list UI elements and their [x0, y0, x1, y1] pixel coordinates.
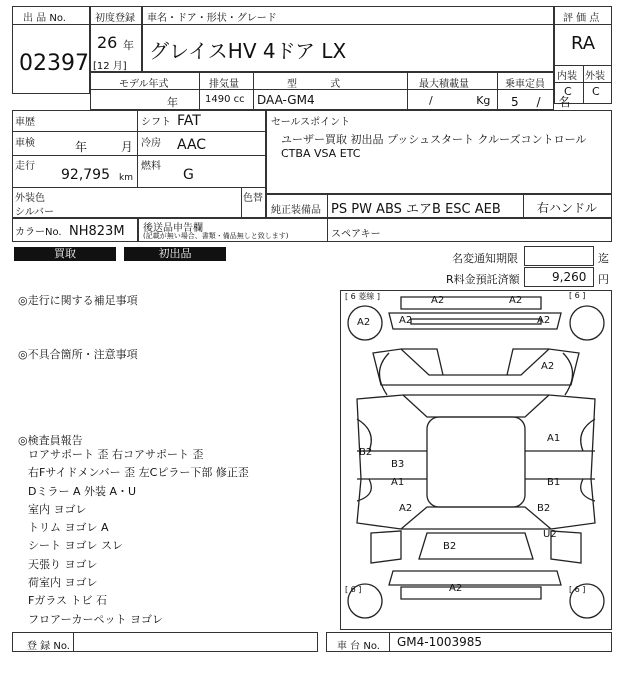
first-reg-month: [12 月] — [93, 61, 127, 72]
score-label: 評 価 点 — [563, 13, 600, 24]
fuel-label: 燃料 — [141, 161, 161, 172]
driving-heading: ◎走行に関する補足事項 — [18, 294, 138, 307]
first-registration-box — [90, 6, 142, 72]
name-change-box — [524, 246, 594, 266]
color-no-label: カラーNo. — [15, 227, 62, 238]
max-load-label: 最大積載量 — [419, 79, 469, 90]
type-label: 型 式 — [287, 79, 341, 90]
damage-mark: A2 — [509, 295, 523, 306]
equipment-box — [266, 194, 612, 218]
mileage-unit: km — [119, 173, 133, 183]
defects-heading: ◎不具合箇所・注意事項 — [18, 348, 138, 361]
damage-mark: A1 — [391, 477, 405, 488]
fuel-value: G — [183, 167, 194, 183]
chassis-value: GM4-1003985 — [397, 635, 483, 649]
lot-number-label: 出 品 No. — [23, 13, 66, 24]
name-change-label: 名変通知期限 — [452, 252, 518, 265]
tag-first-listing: 初出品 — [124, 247, 226, 261]
damage-mark: B2 — [443, 541, 457, 552]
sales-point-line1: ユーザー買取 初出品 プッシュスタート クルーズコントロール — [281, 133, 587, 146]
color-no-value: NH823M — [69, 224, 125, 239]
sales-point-box — [266, 110, 612, 194]
inspector-line: Fガラス トビ 石 — [28, 594, 107, 608]
ext-color-label: 外装色 — [15, 193, 45, 204]
corner-tl-label: [ 6 菱線 ] — [345, 292, 380, 301]
displacement-label: 排気量 — [209, 79, 239, 90]
inspector-line: フロアーカーペット ヨゴレ — [28, 612, 163, 626]
inspector-line: シート ヨゴレ スレ — [28, 539, 123, 553]
corner-bl-label: [ 6 ] — [345, 585, 362, 594]
exterior-grade: C — [592, 85, 600, 98]
year-unit: 年 — [123, 39, 134, 52]
model-year-label: モデル年式 — [119, 79, 169, 90]
damage-mark: A2 — [537, 315, 551, 326]
inspector-line: 室内 ヨゴレ — [28, 502, 87, 516]
recycle-unit: 円 — [598, 273, 609, 286]
displacement-value: 1490 cc — [205, 94, 245, 105]
interior-grade: C — [564, 85, 572, 98]
details-left — [12, 110, 266, 218]
docs-box — [138, 218, 612, 242]
damage-mark: A2 — [431, 295, 445, 306]
chassis-label: 車 台 No. — [337, 641, 380, 652]
tag-kaitori: 買取 — [14, 247, 116, 261]
inspector-line: ロアサポート 歪 右コアサポート 歪 — [28, 448, 204, 461]
damage-mark: A2 — [357, 317, 371, 328]
inspection-label: 車検 — [15, 138, 35, 149]
sales-point-label: セールスポイント — [271, 117, 351, 128]
history-label: 車歴 — [15, 117, 35, 128]
reg-no-box — [12, 632, 318, 652]
inspection-value: 年 月 — [75, 140, 133, 154]
inspector-line: 右Fサイドメンバー 歪 左Cピラー下部 修正歪 — [28, 466, 249, 480]
docs-label: 後送品申告欄 — [143, 223, 203, 234]
damage-mark: B1 — [547, 477, 561, 488]
corner-br-label: [ 6 ] — [569, 585, 586, 594]
type-value: DAA-GM4 — [257, 93, 315, 107]
damage-mark: B3 — [391, 459, 405, 470]
inspector-heading: ◎検査員報告 — [18, 434, 83, 447]
ac-label: 冷房 — [141, 138, 161, 149]
equipment-label: 純正装備品 — [271, 205, 321, 216]
damage-mark: A2 — [541, 361, 555, 372]
damage-mark: A1 — [547, 433, 561, 444]
inspector-line: Dミラー A 外装 A・U — [28, 484, 137, 498]
damage-mark: U2 — [543, 529, 557, 540]
score-value: RA — [571, 33, 596, 54]
docs-value: スペアキー — [331, 229, 381, 240]
lot-number-box — [12, 6, 90, 94]
recycle-value: 9,260 — [552, 270, 587, 284]
car-name-box — [142, 6, 554, 72]
handle-value: 右ハンドル — [537, 201, 598, 215]
car-name: グレイスHV 4ドア LX — [149, 39, 347, 63]
inspector-line: トリム ヨゴレ A — [28, 521, 109, 535]
corner-tr-label: [ 6 ] — [569, 291, 586, 300]
inspector-line: 天張り ヨゴレ — [28, 557, 98, 571]
chassis-box — [326, 632, 612, 652]
capacity-value: 5 / 名 — [511, 95, 571, 109]
damage-mark: A2 — [399, 503, 413, 514]
max-load-value: / Kg — [429, 94, 491, 107]
name-change-unit: 迄 — [598, 252, 609, 265]
interior-label: 内装 — [557, 71, 577, 82]
score-box — [554, 6, 612, 104]
ac-value: AAC — [177, 137, 207, 153]
damage-mark: B2 — [359, 447, 373, 458]
reg-no-label: 登 録 No. — [27, 641, 70, 652]
equipment-value: PS PW ABS エアB ESC AEB — [331, 202, 501, 217]
lot-number: 02397 — [19, 51, 89, 76]
damage-mark: B2 — [537, 503, 551, 514]
inspector-lines — [28, 446, 249, 629]
exterior-label: 外装 — [585, 71, 605, 82]
docs-note: (記載が無い場合、書類・備品無しと致します) — [143, 232, 289, 240]
model-year-value: 年 — [167, 96, 178, 109]
recycle-label: R料金預託済額 — [446, 273, 520, 286]
mileage-label: 走行 — [15, 161, 35, 172]
damage-mark: A2 — [449, 583, 463, 594]
repaint-label: 色替 — [243, 193, 263, 204]
car-name-label: 車名・ドア・形状・グレード — [147, 13, 277, 24]
car-diagram — [340, 290, 612, 630]
color-no-box — [12, 218, 138, 242]
capacity-label: 乗車定員 — [505, 79, 545, 90]
mileage-value: 92,795 — [61, 167, 110, 183]
ext-color-value: シルバー — [15, 207, 55, 218]
sales-point-line2: CTBA VSA ETC — [281, 147, 361, 160]
inspector-line: 荷室内 ヨゴレ — [28, 576, 98, 590]
damage-mark: A2 — [399, 315, 413, 326]
shift-value: FAT — [177, 113, 201, 129]
first-reg-label: 初度登録 — [95, 13, 135, 24]
car-diagram-svg — [341, 291, 611, 629]
shift-label: シフト — [141, 117, 171, 128]
first-reg-year: 26 — [97, 33, 118, 52]
